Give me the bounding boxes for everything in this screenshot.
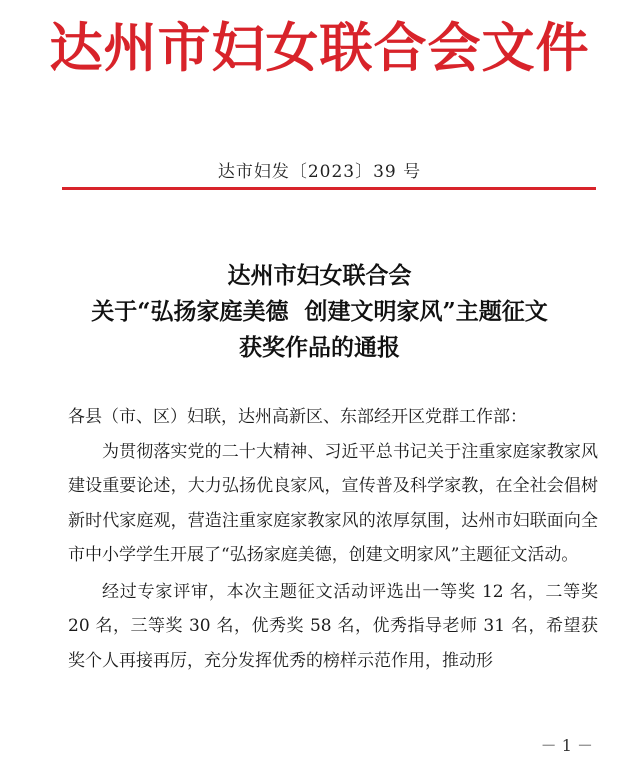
notice-title xyxy=(0,258,639,366)
notice-title-line-2: 关于“弘扬家庭美德 创建文明家风”主题征文 xyxy=(91,298,548,325)
page-number: － 1 － xyxy=(540,736,593,755)
paragraph-2: 经过专家评审，本次主题征文活动评选出一等奖 12 名，二等奖 20 名，三等奖 30 名，优秀奖 58 名，优秀指导老师 31 名，希望获奖个人再接再厉，充分发挥优秀的榜样示范作用，推动形 xyxy=(68,581,598,671)
masthead-title: 达州市妇女联合会文件 xyxy=(49,17,590,79)
paragraph-1: 为贯彻落实党的二十大精神、习近平总书记关于注重家庭家教家风建设重要论述，大力弘扬优良家风，宣传普及科学家教，在全社会倡树新时代家庭观，营造注重家庭家教家风的浓厚氛围，达州市妇联面向全市中小学学生开展了“弘扬家庭美德，创建文明家风”主题征文活动。 xyxy=(68,441,598,565)
salutation: 各县（市、区）妇联，达州高新区、东部经开区党群工作部： xyxy=(68,407,527,427)
document-body xyxy=(68,400,598,678)
notice-title-line-3: 获奖作品的通报 xyxy=(239,334,400,361)
red-divider-line xyxy=(62,187,596,190)
notice-title-line-1: 达州市妇女联合会 xyxy=(227,262,412,289)
document-number: 达市妇发〔2023〕39 号 xyxy=(217,162,422,182)
